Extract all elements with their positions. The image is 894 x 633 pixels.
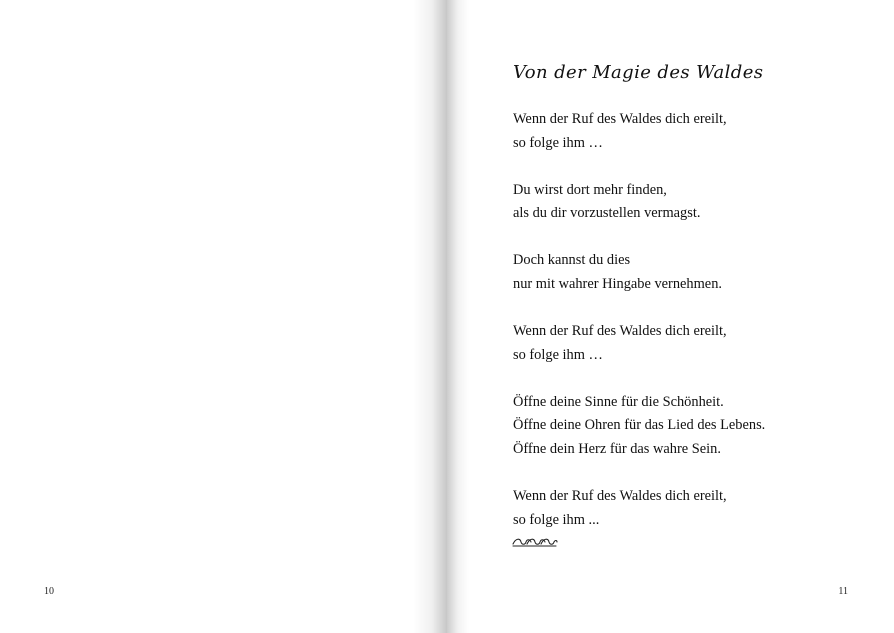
poem-line: Öffne dein Herz für das wahre Sein. <box>513 440 721 457</box>
poem-line: Öffne deine Sinne für die Schönheit. <box>513 393 724 410</box>
right-page <box>447 0 894 633</box>
gutter-shadow-left <box>413 0 447 633</box>
poem-line: nur mit wahrer Hingabe vernehmen. <box>513 275 722 292</box>
poem-line: Doch kannst du dies <box>513 252 631 269</box>
poem-body <box>513 108 873 556</box>
stanza-3 <box>513 249 873 296</box>
poem-line: Wenn der Ruf des Waldes dich ereilt, <box>513 488 727 505</box>
poem-line: so folge ihm ... <box>513 511 600 528</box>
poem-line: als du dir vorzustellen vermagst. <box>513 205 701 222</box>
poem-line: Öffne deine Ohren für das Lied des Lebens. <box>513 417 766 434</box>
poem-line: Wenn der Ruf des Waldes dich ereilt, <box>513 323 727 340</box>
flourish-ornament-icon <box>512 536 558 548</box>
stanza-2 <box>513 179 873 226</box>
page-number-right: 11 <box>838 586 848 597</box>
poem-line: Du wirst dort mehr finden, <box>513 181 667 198</box>
poem-title: Von der Magie des Waldes <box>513 62 764 83</box>
poem-line: Wenn der Ruf des Waldes dich ereilt, <box>513 111 727 127</box>
page-number-left: 10 <box>44 586 54 597</box>
poem-line: so folge ihm … <box>513 134 603 151</box>
gutter-shadow-right <box>447 0 469 633</box>
stanza-5 <box>513 391 873 462</box>
stanza-1 <box>513 108 873 155</box>
poem-line: so folge ihm … <box>513 346 603 363</box>
stanza-4 <box>513 320 873 367</box>
stanza-6 <box>513 485 873 532</box>
